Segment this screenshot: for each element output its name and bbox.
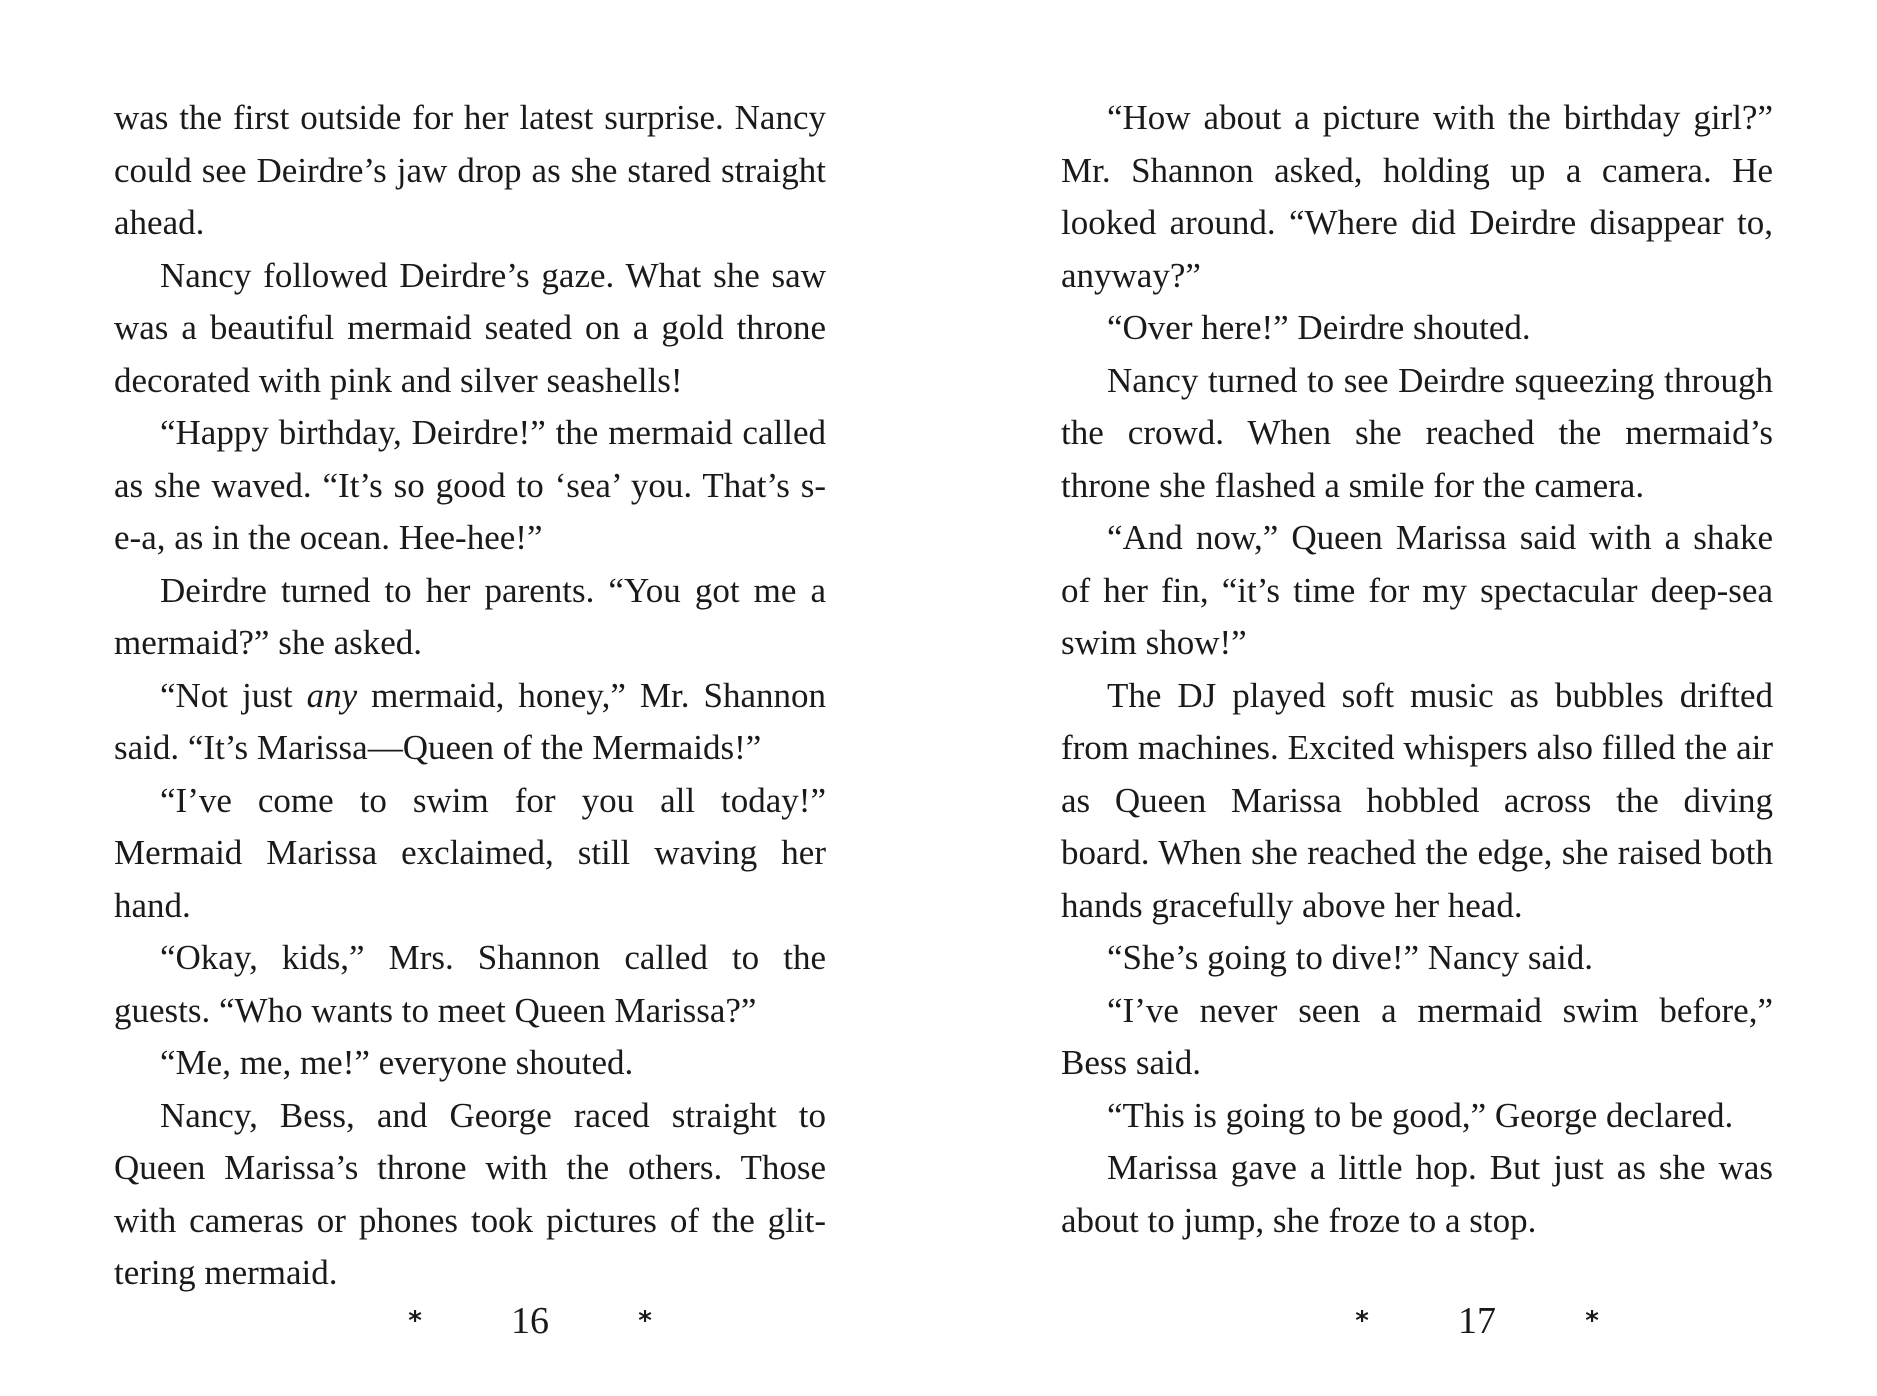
paragraph: Nancy followed Deirdre’s gaze. What she saw was a beautiful mermaid seated on a gold throne decorated with pink and silver seashells! — [114, 255, 826, 400]
star-ornament-icon: * — [638, 1306, 652, 1336]
right-page — [1061, 92, 1773, 1247]
paragraph — [114, 670, 826, 775]
paragraph-start: “Not just — [160, 675, 307, 715]
paragraph: “Over here!” Deirdre shouted. — [1107, 308, 1531, 347]
paragraph: The DJ played soft music as bubbles drifted from machines. Excited whispers also filled the air as Queen Marissa hobbled across the diving board. When she reached the edge, she raised both hands gracefully above her head. — [1061, 675, 1773, 925]
right-page-text — [1061, 92, 1773, 1247]
paragraph: was the first outside for her latest surprise. Nancy could see Deirdre’s jaw drop as she stared straight ahead. — [114, 98, 826, 242]
paragraph: Marissa gave a little hop. But just as she was about to jump, she froze to a stop. — [1061, 1148, 1773, 1240]
star-ornament-icon: * — [408, 1306, 422, 1336]
paragraph: “Me, me, me!” everyone shouted. — [160, 1043, 634, 1082]
left-page-folio — [400, 1296, 660, 1346]
italic-emphasis: any — [306, 675, 358, 715]
paragraph: “This is going to be good,” George declared. — [1107, 1095, 1734, 1135]
paragraph: “And now,” Queen Marissa said with a shake of her fin, “it’s time for my spectacular deep-sea swim show!” — [1061, 518, 1773, 662]
star-ornament-icon: * — [1355, 1306, 1369, 1336]
paragraph: “Okay, kids,” Mrs. Shannon called to the guests. “Who wants to meet Queen Marissa?” — [114, 938, 826, 1030]
right-page-folio — [1347, 1296, 1607, 1346]
left-page — [114, 92, 826, 1300]
paragraph: “I’ve never seen a mermaid swim before,” Bess said. — [1061, 990, 1773, 1082]
page-number: 16 — [511, 1300, 549, 1342]
paragraph-rest: mermaid, honey,” Mr. Shannon said. “It’s Marissa—Queen of the Mermaids!” — [114, 675, 826, 767]
page-number: 17 — [1458, 1300, 1496, 1342]
paragraph: “I’ve come to swim for you all today!” Mermaid Marissa exclaimed, still waving her hand. — [114, 780, 826, 925]
paragraph: Deirdre turned to her parents. “You got me a mermaid?” she asked. — [114, 570, 826, 662]
paragraph: “Happy birthday, Deirdre!” the mermaid called as she waved. “It’s so good to ‘sea’ you. That’s s-e-a, as in the ocean. Hee-hee!” — [114, 413, 826, 557]
paragraph: “She’s going to dive!” Nancy said. — [1107, 938, 1594, 977]
star-ornament-icon: * — [1585, 1306, 1599, 1336]
paragraph: Nancy turned to see Deirdre squeezing through the crowd. When she reached the mermaid’s throne she flashed a smile for the camera. — [1061, 360, 1773, 505]
paragraph: “How about a picture with the birthday girl?” Mr. Shannon asked, holding up a camera. He looked around. “Where did Deirdre disappear to, anyway?” — [1061, 98, 1773, 295]
left-page-text — [114, 92, 826, 1300]
paragraph: Nancy, Bess, and George raced straight to Queen Marissa’s throne with the others. Those with cameras or phones took pictures of the glittering mermaid. — [114, 1095, 826, 1292]
